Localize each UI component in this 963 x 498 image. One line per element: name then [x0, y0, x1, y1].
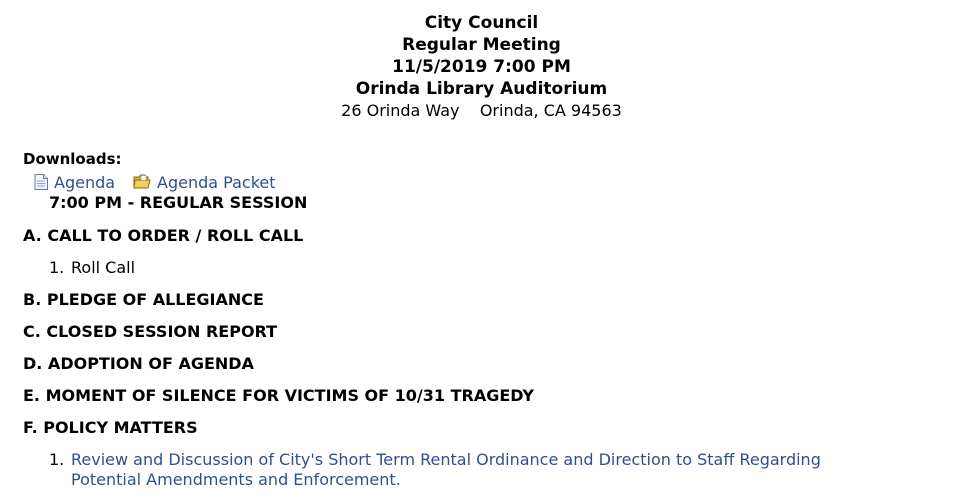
downloads-label: Downloads: — [23, 150, 122, 168]
agenda-download-link[interactable] — [34, 173, 115, 192]
section-f-title: F. POLICY MATTERS — [23, 418, 198, 437]
agenda-packet-download-link[interactable] — [133, 173, 275, 192]
meeting-address: 26 Orinda Way Orinda, CA 94563 — [341, 101, 622, 120]
section-d-title: D. ADOPTION OF AGENDA — [23, 354, 254, 373]
meeting-type: Regular Meeting — [402, 35, 561, 55]
section-c-title: C. CLOSED SESSION REPORT — [23, 322, 278, 341]
section-a-title: A. CALL TO ORDER / ROLL CALL — [23, 226, 304, 245]
agenda-packet-link-label: Agenda Packet — [157, 172, 276, 192]
meeting-body: City Council — [424, 13, 539, 33]
agenda-item — [49, 258, 135, 278]
document-icon — [34, 174, 48, 190]
agenda-item — [49, 450, 871, 490]
session-heading: 7:00 PM - REGULAR SESSION — [49, 193, 308, 212]
item-number: 1. — [49, 450, 65, 469]
folder-icon — [133, 174, 151, 190]
item-text: Roll Call — [71, 258, 136, 277]
meeting-header — [0, 12, 963, 122]
item-number: 1. — [49, 258, 65, 277]
short-term-rental-item-link[interactable]: Review and Discussion of City's Short Term Rental Ordinance and Direction to Staff Regarding Potential Amendments and Enforcement. — [71, 450, 821, 489]
downloads-links — [34, 171, 294, 193]
meeting-location: Orinda Library Auditorium — [355, 79, 608, 99]
section-b-title: B. PLEDGE OF ALLEGIANCE — [23, 290, 264, 309]
meeting-datetime: 11/5/2019 7:00 PM — [392, 57, 571, 77]
section-e-title: E. MOMENT OF SILENCE FOR VICTIMS OF 10/31 TRAGEDY — [23, 386, 534, 405]
agenda-link-label: Agenda — [54, 172, 116, 192]
